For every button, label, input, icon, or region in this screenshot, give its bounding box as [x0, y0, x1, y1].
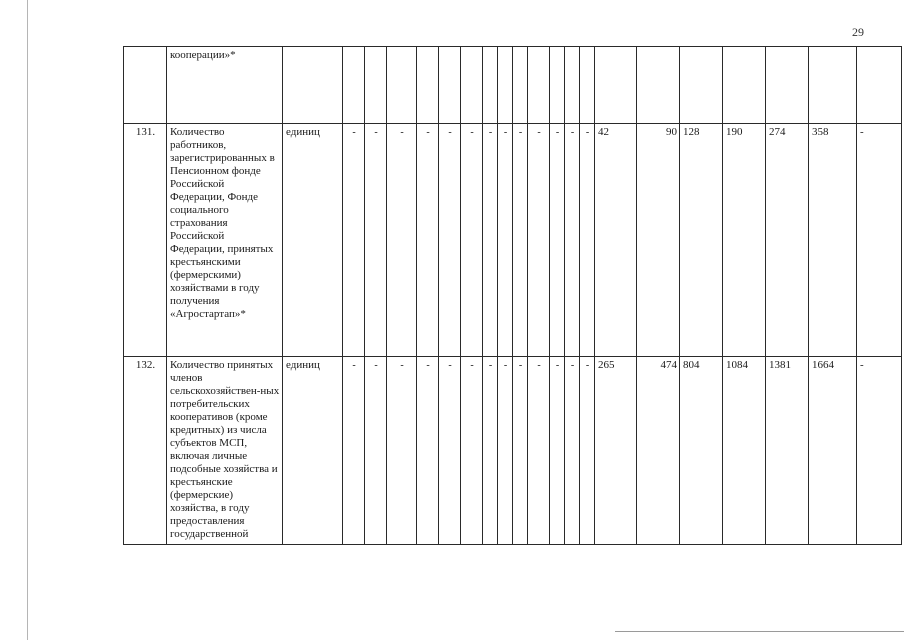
year-value-cell: - — [387, 124, 417, 357]
year-value-cell: - — [580, 124, 595, 357]
year-value-cell — [513, 47, 528, 124]
binding-line — [27, 0, 28, 640]
unit-cell: единиц — [283, 357, 343, 545]
year-value-cell: 265 — [595, 357, 637, 545]
year-value-cell — [766, 47, 809, 124]
year-value-cell: - — [387, 357, 417, 545]
year-value-cell: - — [483, 357, 498, 545]
year-value-cell — [343, 47, 365, 124]
year-value-cell — [580, 47, 595, 124]
year-value-cell: 358 — [809, 124, 857, 357]
year-value-cell: - — [498, 124, 513, 357]
year-value-cell: 190 — [723, 124, 766, 357]
year-value-cell: 128 — [680, 124, 723, 357]
year-value-cell: 474 — [637, 357, 680, 545]
year-value-cell: - — [439, 124, 461, 357]
bottom-line — [615, 631, 904, 632]
year-value-cell — [498, 47, 513, 124]
year-value-cell: - — [439, 357, 461, 545]
year-value-cell: - — [513, 124, 528, 357]
table-row — [124, 47, 902, 124]
table-row — [124, 124, 902, 357]
year-value-cell — [387, 47, 417, 124]
year-value-cell: - — [365, 357, 387, 545]
year-value-cell — [439, 47, 461, 124]
year-value-cell — [550, 47, 565, 124]
year-value-cell: - — [417, 124, 439, 357]
row-number: 131. — [124, 124, 167, 357]
year-value-cell — [723, 47, 766, 124]
year-value-cell — [680, 47, 723, 124]
year-value-cell: - — [417, 357, 439, 545]
year-value-cell: - — [498, 357, 513, 545]
year-value-cell — [417, 47, 439, 124]
year-value-cell — [461, 47, 483, 124]
year-value-cell — [365, 47, 387, 124]
year-value-cell: - — [565, 124, 580, 357]
year-value-cell: - — [528, 124, 550, 357]
year-value-cell: - — [483, 124, 498, 357]
year-value-cell — [637, 47, 680, 124]
year-value-cell — [483, 47, 498, 124]
year-value-cell: - — [550, 124, 565, 357]
year-value-cell — [809, 47, 857, 124]
year-value-cell: - — [461, 124, 483, 357]
year-value-cell: 1084 — [723, 357, 766, 545]
final-value-cell: - — [857, 124, 902, 357]
year-value-cell: - — [513, 357, 528, 545]
year-value-cell: 804 — [680, 357, 723, 545]
year-value-cell: - — [528, 357, 550, 545]
year-value-cell: - — [365, 124, 387, 357]
year-value-cell — [528, 47, 550, 124]
final-value-cell: - — [857, 357, 902, 545]
year-value-cell — [595, 47, 637, 124]
indicator-name: Количество принятых членов сельскохозяйствен-ных потребительских кооперативов (кроме кредитных) из числа субъектов МСП, включая личные подсобные хозяйства и крестьянские (фермерские) хозяйства, в году предоставления государственной — [167, 357, 283, 545]
year-value-cell: 1381 — [766, 357, 809, 545]
year-value-cell: - — [343, 124, 365, 357]
unit-cell: единиц — [283, 124, 343, 357]
year-value-cell: 274 — [766, 124, 809, 357]
year-value-cell: - — [343, 357, 365, 545]
page-number: 29 — [852, 25, 864, 39]
indicator-name: кооперации»* — [167, 47, 283, 124]
year-value-cell: 1664 — [809, 357, 857, 545]
indicator-table — [123, 46, 902, 545]
year-value-cell: - — [580, 357, 595, 545]
final-value-cell — [857, 47, 902, 124]
row-number — [124, 47, 167, 124]
year-value-cell: 90 — [637, 124, 680, 357]
indicator-name: Количество работников, зарегистрированных в Пенсионном фонде Российской Федерации, Фонде социального страхования Российской Федерации, принятых крестьянскими (фермерскими) хозяйствами в году получения «Агростартап»* — [167, 124, 283, 357]
year-value-cell: - — [550, 357, 565, 545]
year-value-cell: 42 — [595, 124, 637, 357]
unit-cell — [283, 47, 343, 124]
year-value-cell: - — [461, 357, 483, 545]
year-value-cell — [565, 47, 580, 124]
table-row — [124, 357, 902, 545]
year-value-cell: - — [565, 357, 580, 545]
row-number: 132. — [124, 357, 167, 545]
